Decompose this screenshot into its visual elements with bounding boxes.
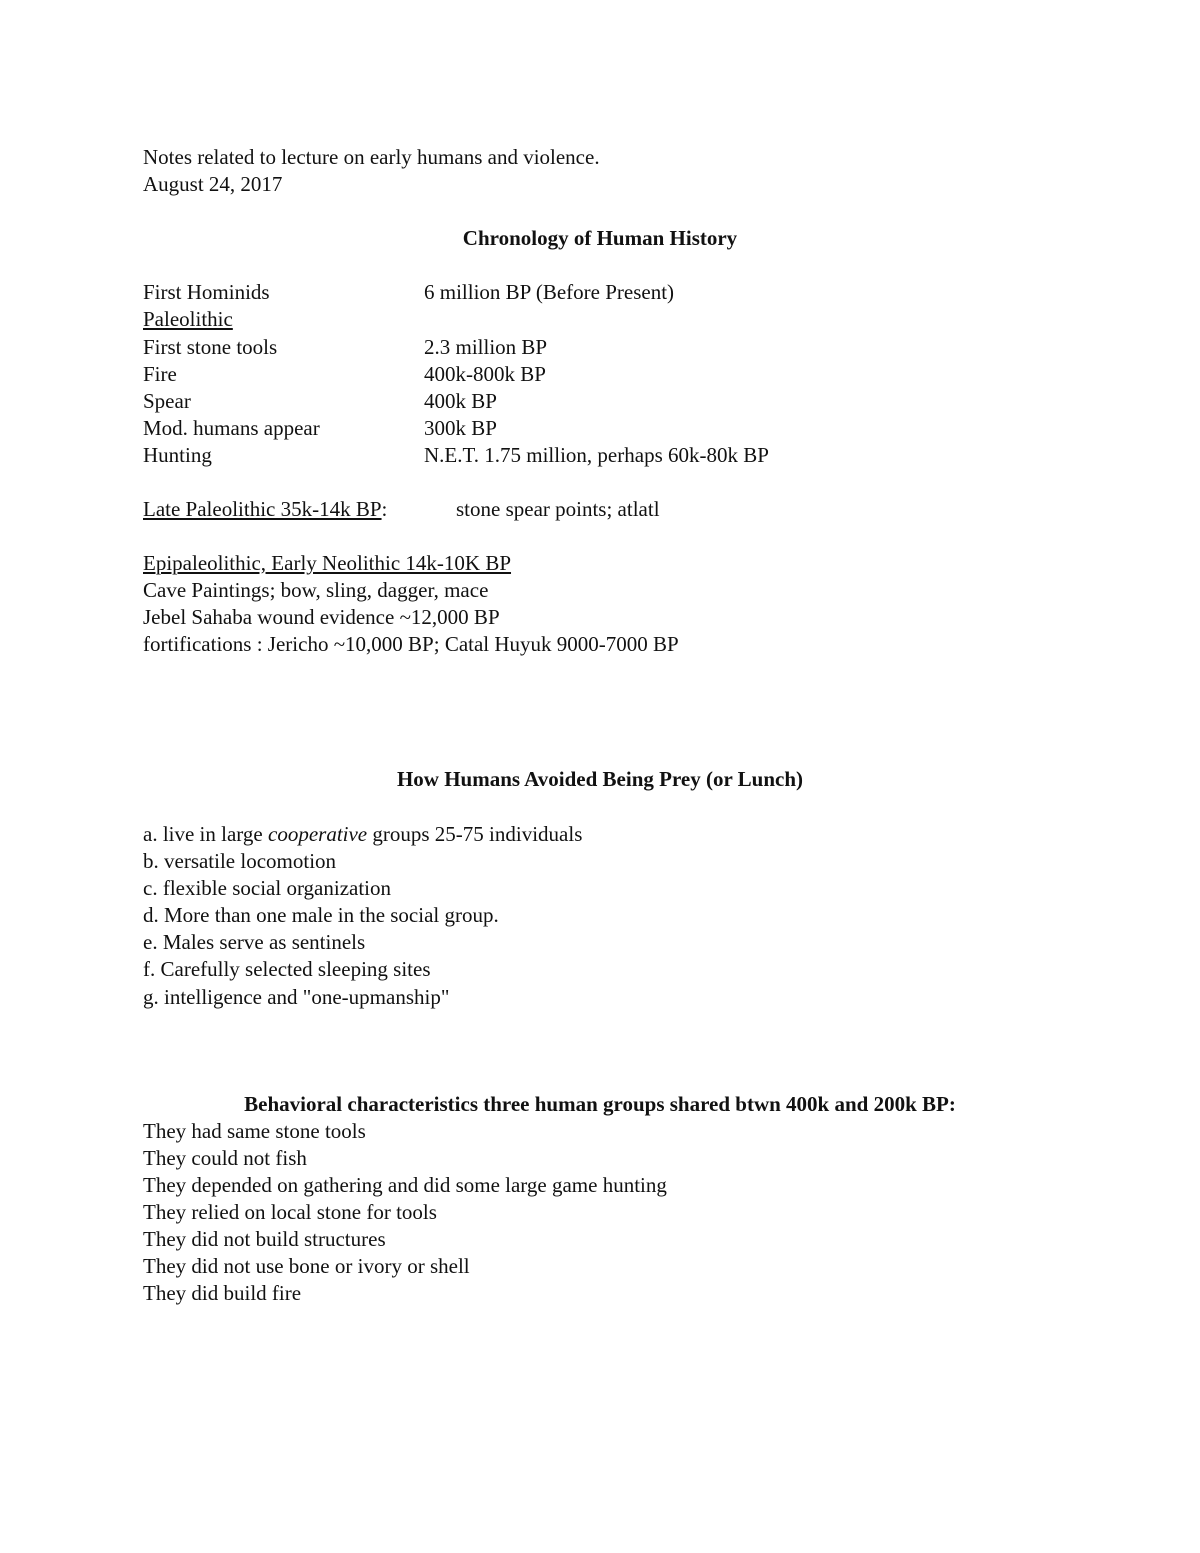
- behavioral-line: They did not use bone or ivory or shell: [143, 1254, 470, 1278]
- chronology-value: N.E.T. 1.75 million, perhaps 60k-80k BP: [424, 443, 769, 467]
- chronology-label: Hunting: [143, 443, 212, 467]
- prey-item-a-suffix: groups 25-75 individuals: [367, 822, 583, 846]
- behavioral-line: They did build fire: [143, 1281, 302, 1305]
- prey-item: e. Males serve as sentinels: [143, 930, 366, 954]
- epipaleolithic-line: fortifications : Jericho ~10,000 BP; Catal Huyuk 9000-7000 BP: [143, 632, 679, 656]
- notes-intro: Notes related to lecture on early humans and violence.: [143, 145, 600, 169]
- prey-item-a: [143, 824, 582, 845]
- late-paleolithic-line: [143, 499, 387, 520]
- epipaleolithic-heading: Epipaleolithic, Early Neolithic 14k-10K BP: [143, 551, 512, 575]
- prey-item-a-emphasis: cooperative: [268, 822, 368, 846]
- notes-date: August 24, 2017: [143, 172, 283, 196]
- behavioral-title: Behavioral characteristics three human groups shared btwn 400k and 200k BP:: [244, 1092, 956, 1116]
- late-paleolithic-label: Late Paleolithic 35k-14k BP: [143, 497, 382, 521]
- chronology-label: Fire: [143, 362, 177, 386]
- paleolithic-heading: Paleolithic: [143, 307, 233, 331]
- behavioral-line: They did not build structures: [143, 1227, 386, 1251]
- behavioral-line: They had same stone tools: [143, 1119, 366, 1143]
- chronology-label-first-hominids: First Hominids: [143, 280, 270, 304]
- chronology-value: 300k BP: [424, 416, 497, 440]
- chronology-title: Chronology of Human History: [462, 226, 738, 250]
- chronology-value-first-hominids: 6 million BP (Before Present): [424, 280, 675, 304]
- behavioral-line: They depended on gathering and did some large game hunting: [143, 1173, 667, 1197]
- epipaleolithic-line: Jebel Sahaba wound evidence ~12,000 BP: [143, 605, 500, 629]
- behavioral-line: They relied on local stone for tools: [143, 1200, 437, 1224]
- late-paleolithic-colon: :: [381, 497, 388, 521]
- late-paleolithic-value: stone spear points; atlatl: [456, 497, 660, 521]
- prey-item: d. More than one male in the social group.: [143, 903, 499, 927]
- chronology-label: Mod. humans appear: [143, 416, 320, 440]
- epipaleolithic-line: Cave Paintings; bow, sling, dagger, mace: [143, 578, 489, 602]
- prey-title: How Humans Avoided Being Prey (or Lunch): [396, 767, 804, 791]
- prey-item-a-prefix: a. live in large: [143, 822, 268, 846]
- prey-item: f. Carefully selected sleeping sites: [143, 957, 431, 981]
- chronology-value: 400k-800k BP: [424, 362, 546, 386]
- prey-item: b. versatile locomotion: [143, 849, 337, 873]
- chronology-label: First stone tools: [143, 335, 278, 359]
- chronology-value: 400k BP: [424, 389, 497, 413]
- chronology-value: 2.3 million BP: [424, 335, 548, 359]
- prey-item: g. intelligence and "one-upmanship": [143, 985, 450, 1009]
- prey-item: c. flexible social organization: [143, 876, 392, 900]
- chronology-label: Spear: [143, 389, 191, 413]
- behavioral-line: They could not fish: [143, 1146, 307, 1170]
